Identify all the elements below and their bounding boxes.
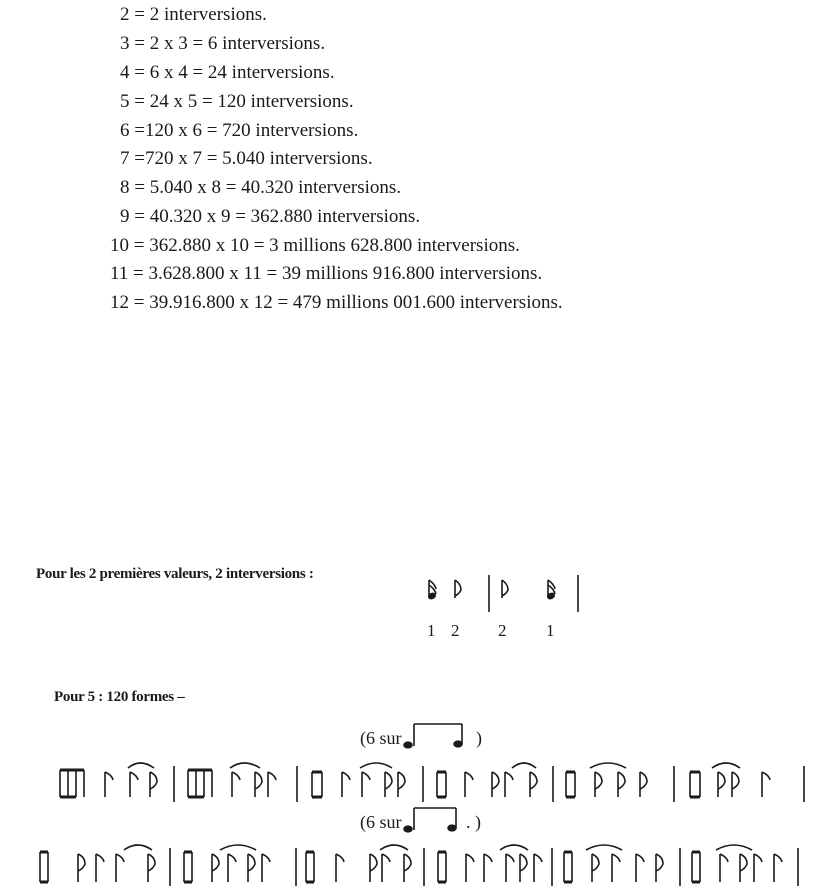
rhythm-measure [564,845,663,882]
rhythm-row-2 [40,845,798,886]
tuplet-label-close: ) [476,728,482,748]
equation-line: 7 =720 x 7 = 5.040 interversions. [120,148,373,169]
rhythm-measure [184,845,270,882]
equation-line: 10 = 362.880 x 10 = 3 millions 628.800 interversions. [110,235,520,256]
tuplet-bracket-icon [404,808,456,832]
equation-line: 3 = 2 x 3 = 6 interversions. [120,33,326,54]
rhythm-measure [60,763,157,797]
order-number: 2 [498,621,507,640]
rhythm-measure [40,845,155,882]
rhythm-measure [312,763,405,797]
rhythm-measure [692,845,782,882]
rhythm-row-1 [60,763,804,802]
rhythm-measure [188,763,276,797]
order-number: 1 [427,621,436,640]
rhythm-measure [306,845,411,882]
rhythm-measure [437,763,537,797]
rhythm-measure [690,763,770,797]
rhythm-measure [566,763,647,797]
equation-line: 2 = 2 interversions. [120,4,267,25]
order-number: 2 [451,621,460,640]
equation-line: 11 = 3.628.800 x 11 = 39 millions 916.800 interversions. [110,263,543,284]
tuplet-label-close: . ) [466,812,481,832]
order-number: 1 [546,621,555,640]
equation-line: 9 = 40.320 x 9 = 362.880 interversions. [120,206,421,227]
tuplet-bracket-icon [404,724,462,748]
equation-line: 6 =120 x 6 = 720 interversions. [120,120,359,141]
tuplet-label-open: (6 sur [360,812,402,832]
equation-line: 4 = 6 x 4 = 24 interversions. [120,62,335,83]
equation-line: 8 = 5.040 x 8 = 40.320 interversions. [120,177,402,198]
tuplet-label-open: (6 sur [360,728,402,748]
five-values-caption: Pour 5 : 120 formes – [54,689,185,705]
equation-line: 5 = 24 x 5 = 120 interversions. [120,91,354,112]
rhythm-measure [438,845,542,882]
two-values-caption: Pour les 2 premières valeurs, 2 interversions : [36,566,314,582]
equation-line: 12 = 39.916.800 x 12 = 479 millions 001.600 interversions. [110,292,563,313]
